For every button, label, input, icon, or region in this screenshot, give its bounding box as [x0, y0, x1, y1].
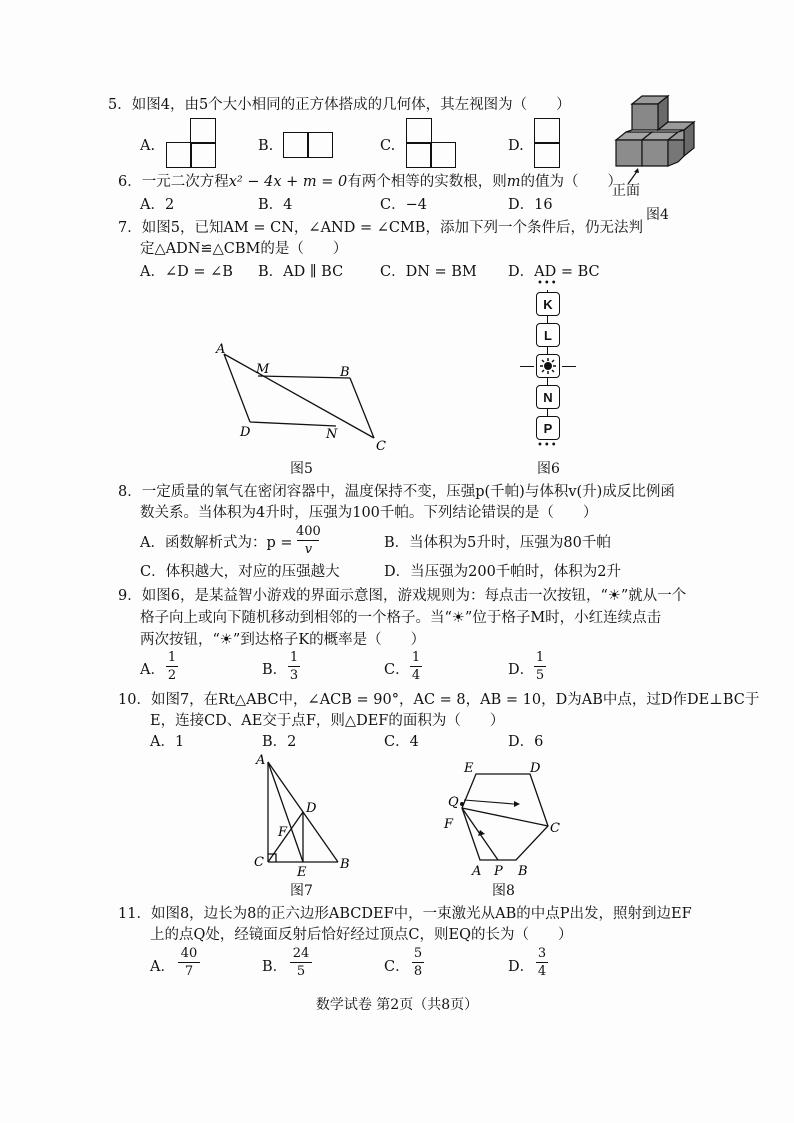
fig8-label-b: B: [518, 864, 528, 879]
q6-option-b[interactable]: B．4: [258, 197, 293, 213]
q11-option-b-fraction: [290, 946, 312, 979]
fig8-label-d: D: [530, 761, 541, 776]
q9-a-num: 1: [167, 650, 177, 665]
sun-token-icon: [540, 358, 556, 374]
q11-b-num: 24: [292, 946, 310, 961]
grid-cell-m[interactable]: [536, 354, 560, 378]
q8-option-a[interactable]: [140, 533, 293, 553]
grid-cell-l[interactable]: L: [536, 323, 560, 347]
figure-7-triangle: [250, 752, 360, 878]
q9-option-a-fraction: [166, 650, 178, 683]
q8-option-d[interactable]: D．当压强为200千帕时，体积为2升: [384, 564, 622, 580]
q9-b-den: 3: [289, 668, 299, 683]
figure-8-hexagon: [440, 760, 570, 880]
q9-a-den: 2: [167, 668, 177, 683]
q10-option-d[interactable]: D．6: [508, 734, 544, 750]
q9-b-num: 1: [289, 650, 299, 665]
fig5-label-c: C: [376, 439, 386, 454]
q9-option-c-fraction: [410, 650, 422, 683]
q9-option-d-fraction: [534, 650, 546, 683]
q5-option-c[interactable]: C.: [380, 138, 396, 154]
q6-text-post: 有两个相等的实数根，则: [347, 174, 507, 190]
q8-option-c[interactable]: C．体积越大，对应的压强越大: [140, 564, 340, 580]
fig8-label-p: P: [494, 864, 503, 879]
q11-option-c[interactable]: C．: [384, 959, 410, 975]
figure-5-caption: 图5: [290, 461, 313, 477]
q8-fraction-den: v: [304, 542, 313, 557]
q11-d-num: 3: [537, 946, 547, 961]
q8-option-a-text: A．函数解析式为：p =: [140, 535, 293, 551]
q9-c-num: 1: [411, 650, 421, 665]
q11-option-d-fraction: [536, 946, 548, 979]
fig7-label-a: A: [256, 753, 266, 768]
q8-option-a-fraction: [296, 524, 321, 557]
fig7-label-f: F: [278, 825, 288, 840]
q6-equation: x² − 4x + m = 0: [228, 174, 348, 190]
q6-text-end: 的值为（ ）: [520, 174, 622, 190]
q11-d-den: 4: [537, 964, 547, 979]
q9-option-c[interactable]: C．: [384, 662, 410, 678]
fig5-label-n: N: [326, 427, 338, 442]
fig5-label-d: D: [240, 425, 251, 440]
figure-4-front-label: 正面: [612, 183, 640, 199]
q5-option-a[interactable]: A.: [140, 138, 156, 154]
q5-option-d[interactable]: D.: [508, 138, 524, 154]
q7-option-d[interactable]: D．AD = BC: [508, 264, 600, 280]
figure-6-caption: 图6: [537, 461, 560, 477]
q9-option-d[interactable]: D．: [508, 662, 535, 678]
q6-option-d[interactable]: D．16: [508, 197, 553, 213]
q5-option-b[interactable]: B.: [258, 138, 274, 154]
q11-line1: 11．如图8，边长为8的正六边形ABCDEF中，一束激光从AB的中点P出发，照射到边EF: [118, 906, 692, 922]
q9-option-a[interactable]: A．: [140, 662, 165, 678]
figure-8-caption: 图8: [492, 883, 515, 899]
q9-c-den: 4: [411, 668, 421, 683]
figure-7-caption: 图7: [290, 883, 313, 899]
q7-line2: 定△ADN≌△CBM的是（ ）: [140, 241, 348, 257]
q6-text-pre: 6．一元二次方程: [118, 174, 229, 190]
fig6-dots-top: •••: [537, 278, 558, 289]
q9-d-num: 1: [535, 650, 545, 665]
figure-4-caption: 图4: [646, 207, 669, 223]
q9-d-den: 5: [535, 668, 545, 683]
fig7-label-e: E: [297, 865, 307, 878]
q7-option-c[interactable]: C．DN = BM: [380, 264, 477, 280]
fig8-label-c: C: [550, 821, 560, 836]
q9-option-b[interactable]: B．: [262, 662, 288, 678]
page-footer: 数学试卷 第2页（共8页）: [315, 997, 479, 1013]
q8-fraction-num: 400: [296, 524, 321, 539]
q8-line2: 数关系。当体积为4升时，压强为100千帕。下列结论错误的是（ ）: [140, 505, 598, 521]
grid-cell-p[interactable]: P: [536, 416, 560, 440]
q6-option-c[interactable]: C．−4: [380, 197, 427, 213]
fig8-label-q: Q: [448, 795, 459, 810]
grid-cell-n[interactable]: N: [536, 385, 560, 409]
figure-4-cubes: [610, 92, 700, 188]
q11-line2: 上的点Q处，经镜面反射后恰好经过顶点C，则EQ的长为（ ）: [150, 927, 573, 943]
q10-option-c[interactable]: C．4: [384, 734, 419, 750]
q10-line1: 10．如图7，在Rt△ABC中，∠ACB = 90°，AC = 8，AB = 10，D为AB中点，过D作DE⊥BC于: [118, 692, 760, 708]
q9-option-b-fraction: [288, 650, 300, 683]
q9-line3: 两次按钮，“☀”到达格子K的概率是（ ）: [140, 632, 426, 648]
fig8-label-e: E: [464, 761, 474, 776]
q11-option-b[interactable]: B．: [262, 959, 288, 975]
q7-line1: 7．如图5，已知AM = CN，∠AND = ∠CMB，添加下列一个条件后，仍无法判: [118, 220, 643, 236]
fig6-dots-bottom: •••: [537, 440, 558, 451]
q7-option-b[interactable]: B．AD ∥ BC: [258, 264, 344, 280]
q9-line2: 格子向上或向下随机移动到相邻的一个格子。当“☀”位于格子M时，小红连续点击: [140, 610, 662, 626]
fig8-label-a: A: [472, 864, 482, 879]
fig7-label-d: D: [306, 801, 317, 816]
q6-text: [118, 172, 622, 192]
q5-text: 5．如图4，由5个大小相同的正方体搭成的几何体，其左视图为（ ）: [108, 97, 571, 113]
q8-line1: 8．一定质量的氧气在密闭容器中，温度保持不变，压强p(千帕)与体积v(升)成反比例函: [118, 484, 675, 500]
q11-a-num: 40: [180, 946, 198, 961]
q7-option-a[interactable]: A．∠D = ∠B: [140, 264, 233, 280]
fig5-label-a: A: [216, 342, 226, 357]
q6-option-a[interactable]: A．2: [140, 197, 175, 213]
q10-line2: E，连接CD、AE交于点F，则△DEF的面积为（ ）: [150, 713, 505, 729]
q11-option-d[interactable]: D．: [508, 959, 535, 975]
q6-var: m: [506, 174, 521, 190]
fig5-label-m: M: [256, 362, 270, 377]
q11-option-c-fraction: [412, 946, 424, 979]
q11-b-den: 5: [296, 964, 306, 979]
q11-a-den: 7: [184, 964, 194, 979]
fig5-label-b: B: [340, 365, 350, 380]
q8-option-b[interactable]: B．当体积为5升时，压强为80千帕: [384, 535, 611, 551]
figure-5-parallelogram: [210, 340, 400, 455]
q11-c-den: 8: [413, 964, 423, 979]
q11-option-a[interactable]: A．: [150, 959, 175, 975]
grid-cell-k[interactable]: K: [536, 292, 560, 316]
q11-c-num: 5: [413, 946, 423, 961]
fig7-label-b: B: [340, 857, 350, 872]
q10-option-b[interactable]: B．2: [262, 734, 297, 750]
fig7-label-c: C: [254, 855, 264, 870]
q9-line1: 9．如图6，是某益智小游戏的界面示意图，游戏规则为：每点击一次按钮，“☀”就从一个: [118, 588, 687, 604]
q11-option-a-fraction: [178, 946, 200, 979]
q10-option-a[interactable]: A．1: [150, 734, 185, 750]
fig8-label-f: F: [444, 817, 454, 832]
